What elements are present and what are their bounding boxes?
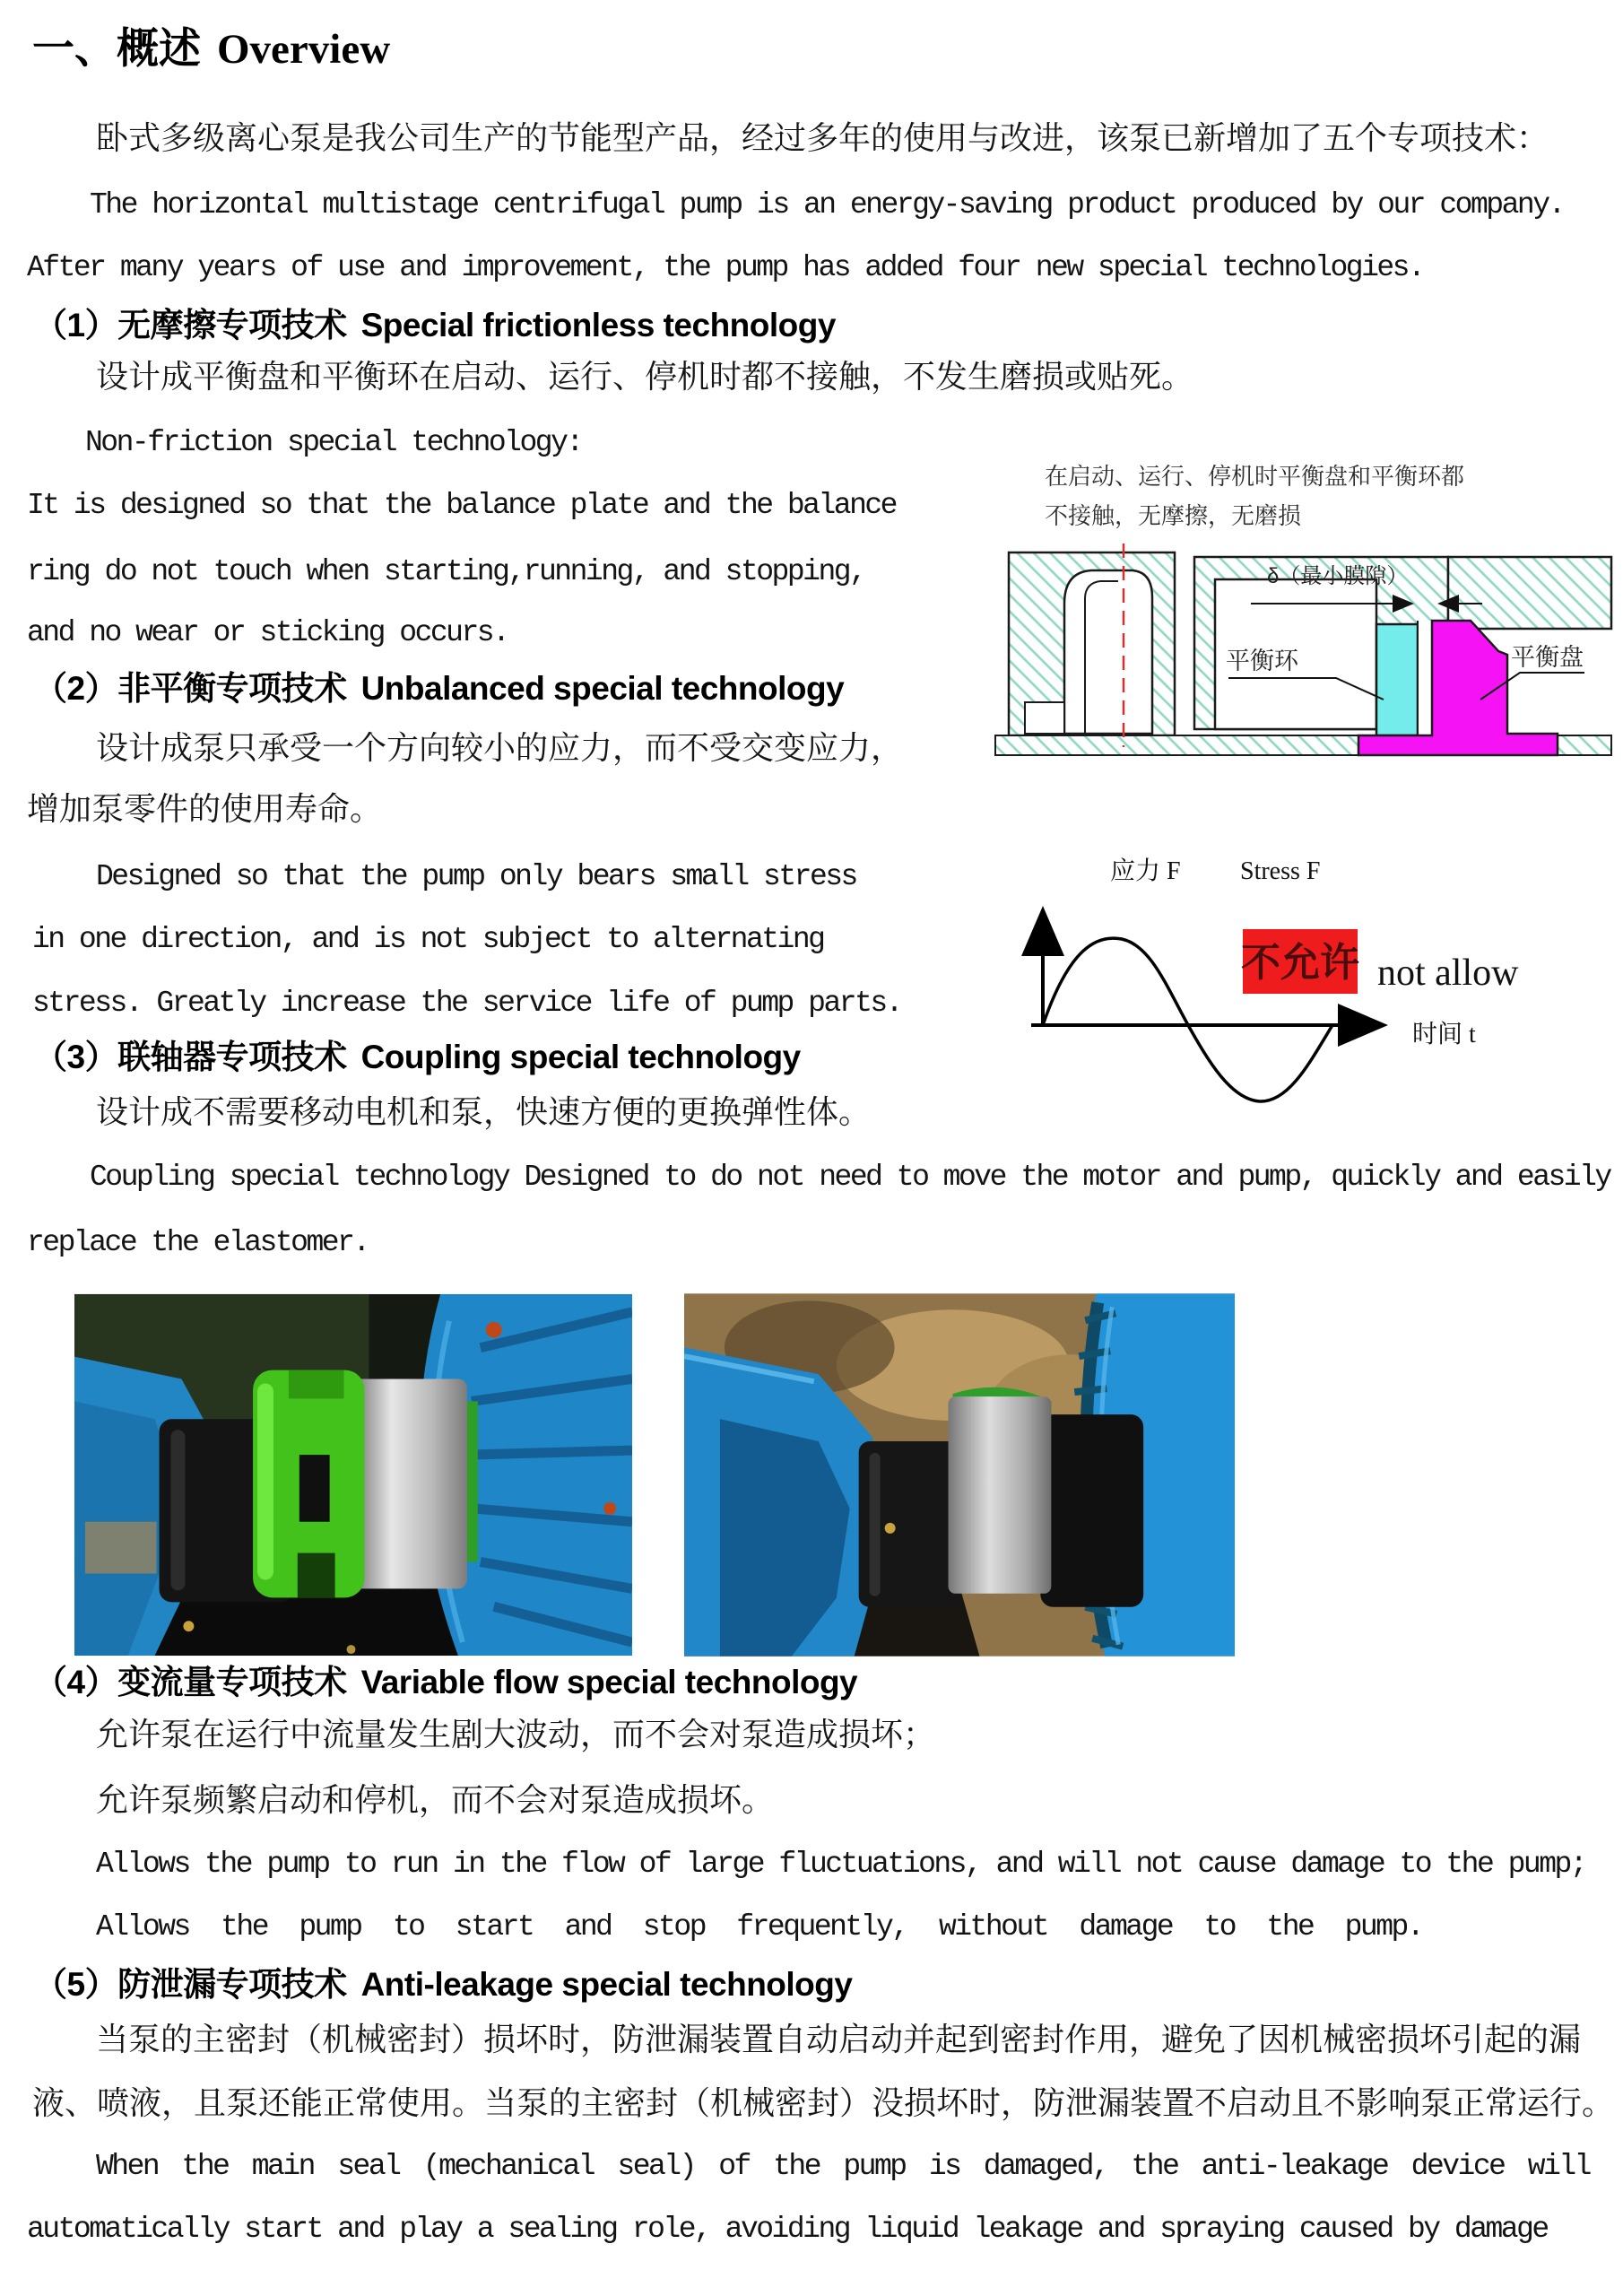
section3-heading-zh: （3）联轴器专项技术 (34, 1039, 347, 1075)
page-title (32, 27, 390, 74)
section2-zh-line1: 设计成泵只承受一个方向较小的应力，而不受交变应力， (96, 730, 904, 766)
balance-ring-label: 平衡环 (1226, 648, 1298, 674)
section1-en-line2: It is designed so that the balance plate and the balance (27, 489, 896, 522)
section2-en-line1: Designed so that the pump only bears small stress (96, 860, 856, 893)
section2-en-line3: stress. Greatly increase the service life of pump parts. (32, 987, 901, 1020)
section5-zh-line2: 液、喷液，且泵还能正常使用。当泵的主密封（机械密封）没损坏时，防泄漏装置不启动且不影响泵正常运行。 (32, 2085, 1615, 2121)
gap-dimension-label: δ（最小膜隙） (1267, 564, 1409, 588)
section2-heading-zh: （2）非平衡专项技术 (34, 670, 347, 707)
minimum-gap (1418, 621, 1432, 735)
balance-ring-part (1376, 624, 1418, 735)
section1-en-line3: ring do not touch when starting,running, and stopping, (27, 555, 865, 588)
impeller-outline (1064, 570, 1152, 734)
section2-heading (34, 671, 844, 708)
stress-graph (976, 841, 1558, 1128)
section1-en-line1: Non-friction special technology: (85, 426, 582, 459)
section2-en-line2: in one direction, and is not subject to alternating (32, 923, 824, 956)
section2-heading-en: Unbalanced special technology (360, 670, 845, 707)
stress-axis-label-zh: 应力 F (1110, 857, 1181, 885)
stress-axis-label-en: Stress F (1240, 857, 1321, 885)
section1-heading-zh: （1）无摩擦专项技术 (34, 307, 347, 344)
wear-ring-step (1025, 702, 1064, 734)
section1-heading-en: Special frictionless technology (360, 307, 836, 344)
section5-heading-zh: （5）防泄漏专项技术 (34, 1966, 347, 2003)
section4-en-line1: Allows the pump to run in the flow of large fluctuations, and will not cause damage to the pump; (96, 1848, 1586, 1881)
section3-heading-en: Coupling special technology (360, 1039, 801, 1075)
section4-zh-line1: 允许泵在运行中流量发生剧大波动，而不会对泵造成损坏； (96, 1717, 936, 1752)
section3-en-line1: Coupling special technology Designed to do not need to move the motor and pump, quickly and easily (90, 1161, 1610, 1194)
page-title-zh: 一、概述 (32, 26, 201, 73)
section5-heading (34, 1967, 852, 2004)
section1-en-line4: and no wear or sticking occurs. (27, 616, 508, 649)
section2-zh-line2: 增加泵零件的使用寿命。 (27, 791, 383, 827)
section1-zh-line1: 设计成平衡盘和平衡环在启动、运行、停机时都不接触，不发生磨损或贴死。 (96, 359, 1194, 395)
section4-zh-line2: 允许泵频繁启动和停机，而不会对泵造成损坏。 (96, 1782, 775, 1818)
section5-heading-en: Anti-leakage special technology (360, 1966, 853, 2003)
top-right-casing-section (1448, 557, 1611, 629)
section5-en-line2: automatically start and play a sealing role, avoiding liquid leakage and spraying caused by damage (27, 2213, 1548, 2246)
coupling-photo-left (74, 1293, 632, 1657)
intro-en-line1: The horizontal multistage centrifugal pump is an energy-saving product produced by our company. (90, 188, 1564, 222)
section3-en-line2: replace the elastomer. (27, 1226, 369, 1259)
balance-diagram (982, 438, 1619, 765)
section1-heading (34, 308, 836, 344)
not-allow-zh: 不允许 (1241, 941, 1359, 985)
balance-caption-line1: 在启动、运行、停机时平衡盘和平衡环都 (1045, 463, 1465, 490)
section4-heading (34, 1665, 857, 1701)
section3-heading (34, 1039, 801, 1076)
section4-en-line2: Allows the pump to start and stop frequently, without damage to the pump. (96, 1910, 1423, 1944)
not-allow-en: not allow (1377, 952, 1519, 994)
coupling-photo-right (684, 1293, 1235, 1657)
section5-en-line1: When the main seal (mechanical seal) of the pump is damaged, the anti-leakage device will (96, 2150, 1590, 2183)
section3-zh-line1: 设计成不需要移动电机和泵，快速方便的更换弹性体。 (96, 1094, 872, 1130)
balance-plate-label: 平衡盘 (1511, 644, 1584, 671)
intro-en-line2: After many years of use and improvement, the pump has added four new special technologies. (27, 251, 1424, 284)
section4-heading-en: Variable flow special technology (360, 1664, 858, 1700)
balance-caption-line2: 不接触，无摩擦，无磨损 (1045, 502, 1302, 529)
section4-heading-zh: （4）变流量专项技术 (34, 1664, 347, 1700)
section5-zh-line1: 当泵的主密封（机械密封）损坏时，防泄漏装置自动启动并起到密封作用，避免了因机械密损坏引起的漏 (96, 2022, 1582, 2057)
time-axis-label: 时间 t (1412, 1021, 1476, 1048)
page-title-en: Overview (217, 26, 391, 73)
intro-zh: 卧式多级离心泵是我公司生产的节能型产品，经过多年的使用与改进，该泵已新增加了五个专项技术： (96, 120, 1549, 156)
